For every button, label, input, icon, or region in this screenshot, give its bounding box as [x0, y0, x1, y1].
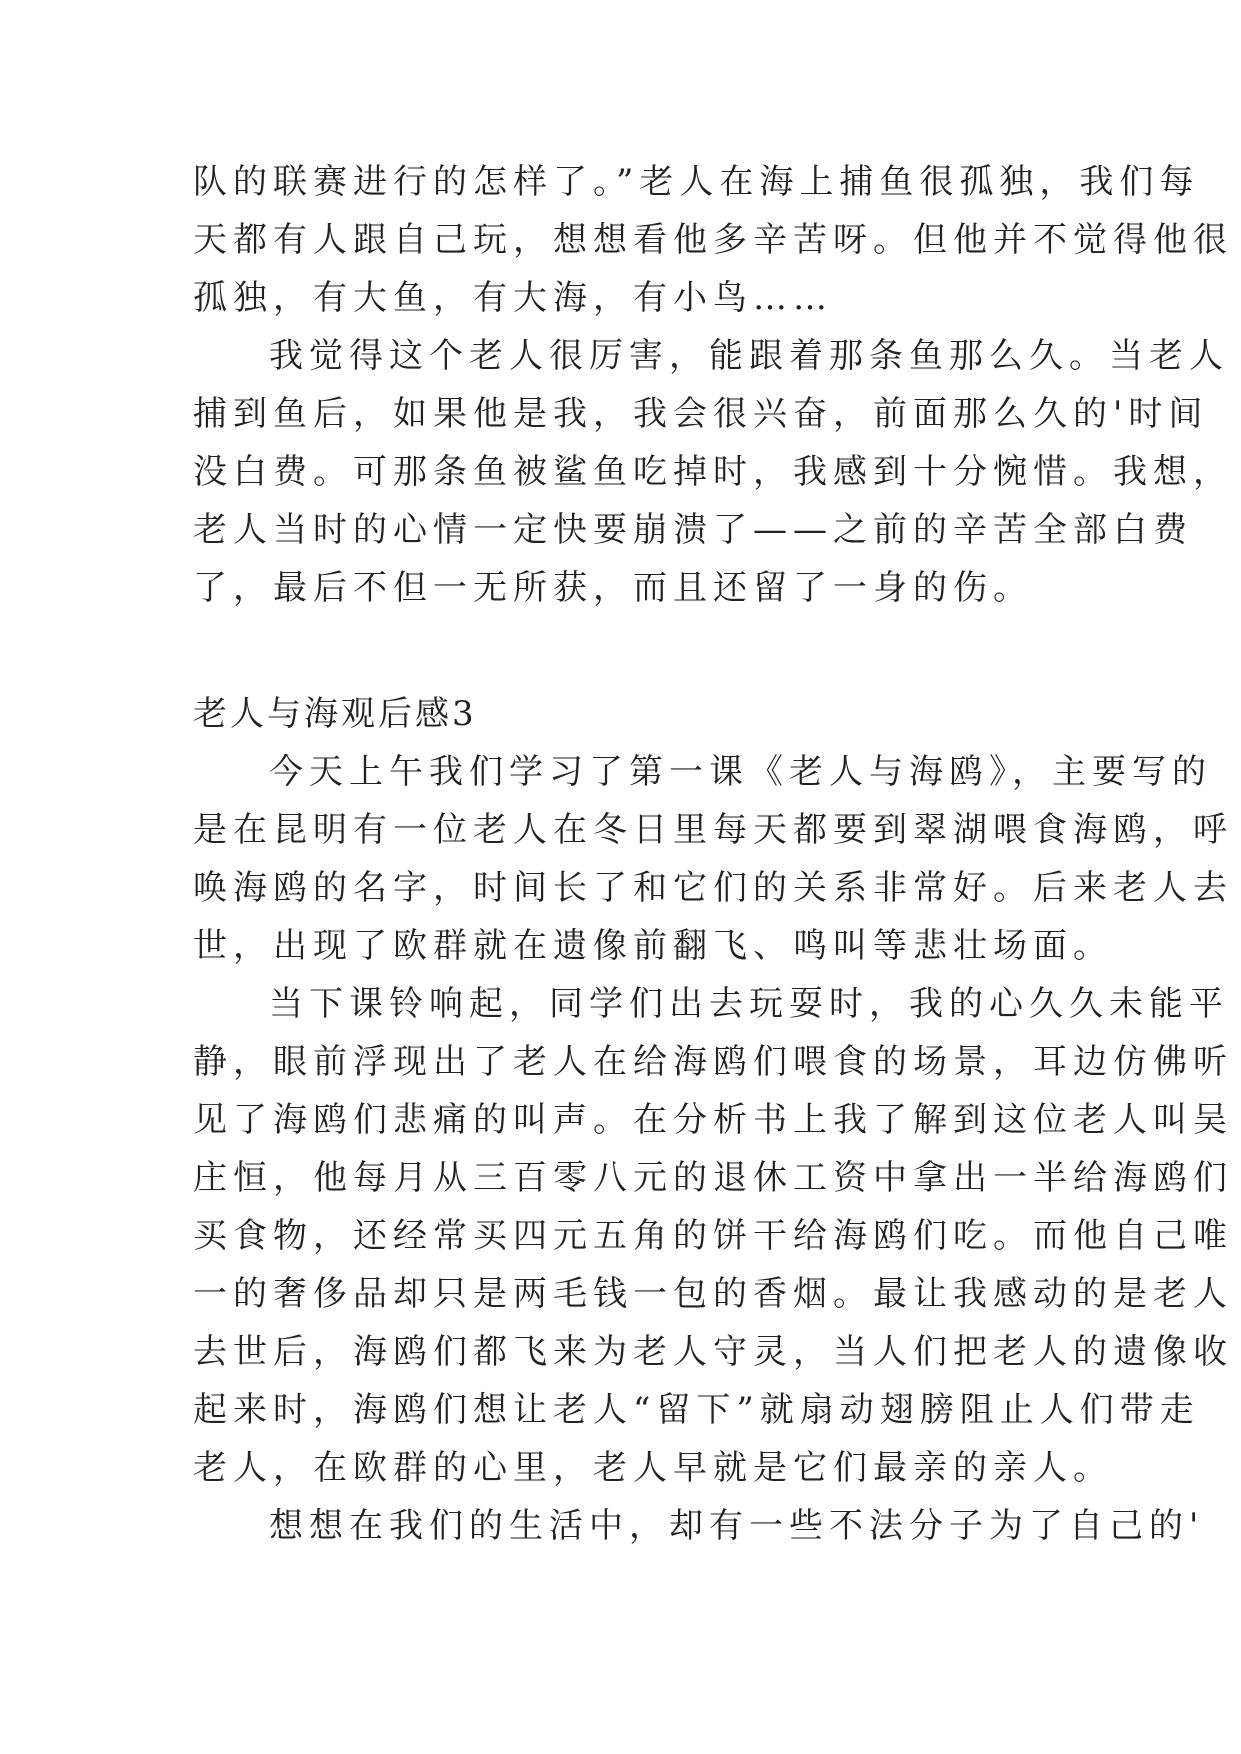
text-line: 了，最后不但一无所获，而且还留了一身的伤。: [193, 568, 1033, 608]
text-line: 老人当时的心情一定快要崩溃了——之前的辛苦全部白费: [193, 510, 1193, 550]
text-line: 是在昆明有一位老人在冬日里每天都要到翠湖喂食海鸥，呼: [193, 810, 1233, 850]
document-body: [193, 153, 1233, 1555]
text-line: 队的联赛进行的怎样了。”老人在海上捕鱼很孤独，我们每: [193, 162, 1200, 202]
text-line: 天都有人跟自己玩，想想看他多辛苦呀。但他并不觉得他很: [193, 220, 1233, 260]
section-gap: [193, 617, 1053, 685]
section-title: 老人与海观后感3: [193, 694, 477, 734]
paragraph-first-line: 我觉得这个老人很厉害，能跟着那条鱼那么久。当老人: [269, 336, 1229, 376]
text-line: 起来时，海鸥们想让老人“留下”就扇动翅膀阻止人们带走: [193, 1390, 1200, 1430]
text-line: 唤海鸥的名字，时间长了和它们的关系非常好。后来老人去: [193, 868, 1233, 908]
text-line: 去世后，海鸥们都飞来为老人守灵，当人们把老人的遗像收: [193, 1332, 1233, 1372]
paragraph-first-line: 今天上午我们学习了第一课《老人与海鸥》，主要写的: [269, 752, 1212, 792]
text-line: 没白费。可那条鱼被鲨鱼吃掉时，我感到十分惋惜。我想，: [193, 452, 1233, 492]
text-line: 买食物，还经常买四元五角的饼干给海鸥们吃。而他自己唯: [193, 1216, 1233, 1256]
text-line: 老人，在欧群的心里，老人早就是它们最亲的亲人。: [193, 1448, 1113, 1488]
text-line: 一的奢侈品却只是两毛钱一包的香烟。最让我感动的是老人: [193, 1274, 1233, 1314]
paragraph-first-line: 想想在我们的生活中，却有一些不法分子为了自己的': [269, 1506, 1205, 1546]
text-line: 庄恒，他每月从三百零八元的退休工资中拿出一半给海鸥们: [193, 1158, 1233, 1198]
text-line: 世，出现了欧群就在遗像前翻飞、鸣叫等悲壮场面。: [193, 926, 1113, 966]
text-line: 捕到鱼后，如果他是我，我会很兴奋，前面那么久的'时间: [193, 394, 1209, 434]
paragraph-first-line: 当下课铃响起，同学们出去玩耍时，我的心久久未能平: [269, 984, 1229, 1024]
text-line: 见了海鸥们悲痛的叫声。在分析书上我了解到这位老人叫吴: [193, 1100, 1233, 1140]
text-line: 孤独，有大鱼，有大海，有小鸟……: [193, 278, 833, 318]
text-line: 静，眼前浮现出了老人在给海鸥们喂食的场景，耳边仿佛听: [193, 1042, 1233, 1082]
